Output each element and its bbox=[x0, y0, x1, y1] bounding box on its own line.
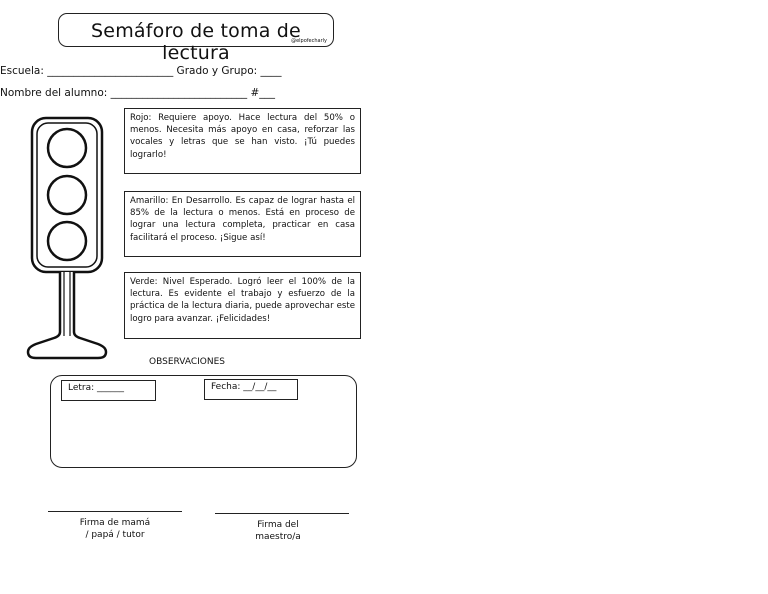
letter-field[interactable]: Letra: ______ bbox=[61, 380, 156, 401]
title-box bbox=[58, 13, 334, 64]
author-credit: @elpofecharly bbox=[291, 38, 327, 44]
traffic-light-icon bbox=[26, 114, 110, 368]
green-level-description: Verde: Nivel Esperado. Logró leer el 100% de la lectura. Es evidente el trabajo y esfuerzo de la práctica de la lectura diaria, puede aprovechar este logro para avanzar. ¡Felicidades! bbox=[124, 272, 361, 339]
teacher-signature-label: Firma del maestro/a bbox=[255, 520, 301, 542]
parent-signature-line[interactable] bbox=[48, 511, 182, 512]
date-field[interactable]: Fecha: __/__/__ bbox=[204, 379, 298, 400]
teacher-signature-line[interactable] bbox=[215, 513, 349, 514]
red-level-description: Rojo: Requiere apoyo. Hace lectura del 50% o menos. Necesita más apoyo en casa, reforzar las vocales y letras que se han visto. ¡Tú puedes lograrlo! bbox=[124, 108, 361, 174]
observations-title: OBSERVACIONES bbox=[149, 357, 225, 367]
parent-signature-label: Firma de mamá / papá / tutor bbox=[79, 518, 151, 540]
school-grade-field[interactable]: Escuela: ________________________ Grado y Grupo: ____ bbox=[0, 65, 282, 77]
yellow-level-description: Amarillo: En Desarrollo. Es capaz de lograr hasta el 85% de la lectura o menos. Está en proceso de lograr una lectura completa, practicar en casa facilitará el proceso. ¡Sigue así! bbox=[124, 191, 361, 257]
student-name-field[interactable]: Nombre del alumno: __________________________ #___ bbox=[0, 87, 276, 99]
page-title: Semáforo de toma de lectura bbox=[91, 20, 301, 64]
